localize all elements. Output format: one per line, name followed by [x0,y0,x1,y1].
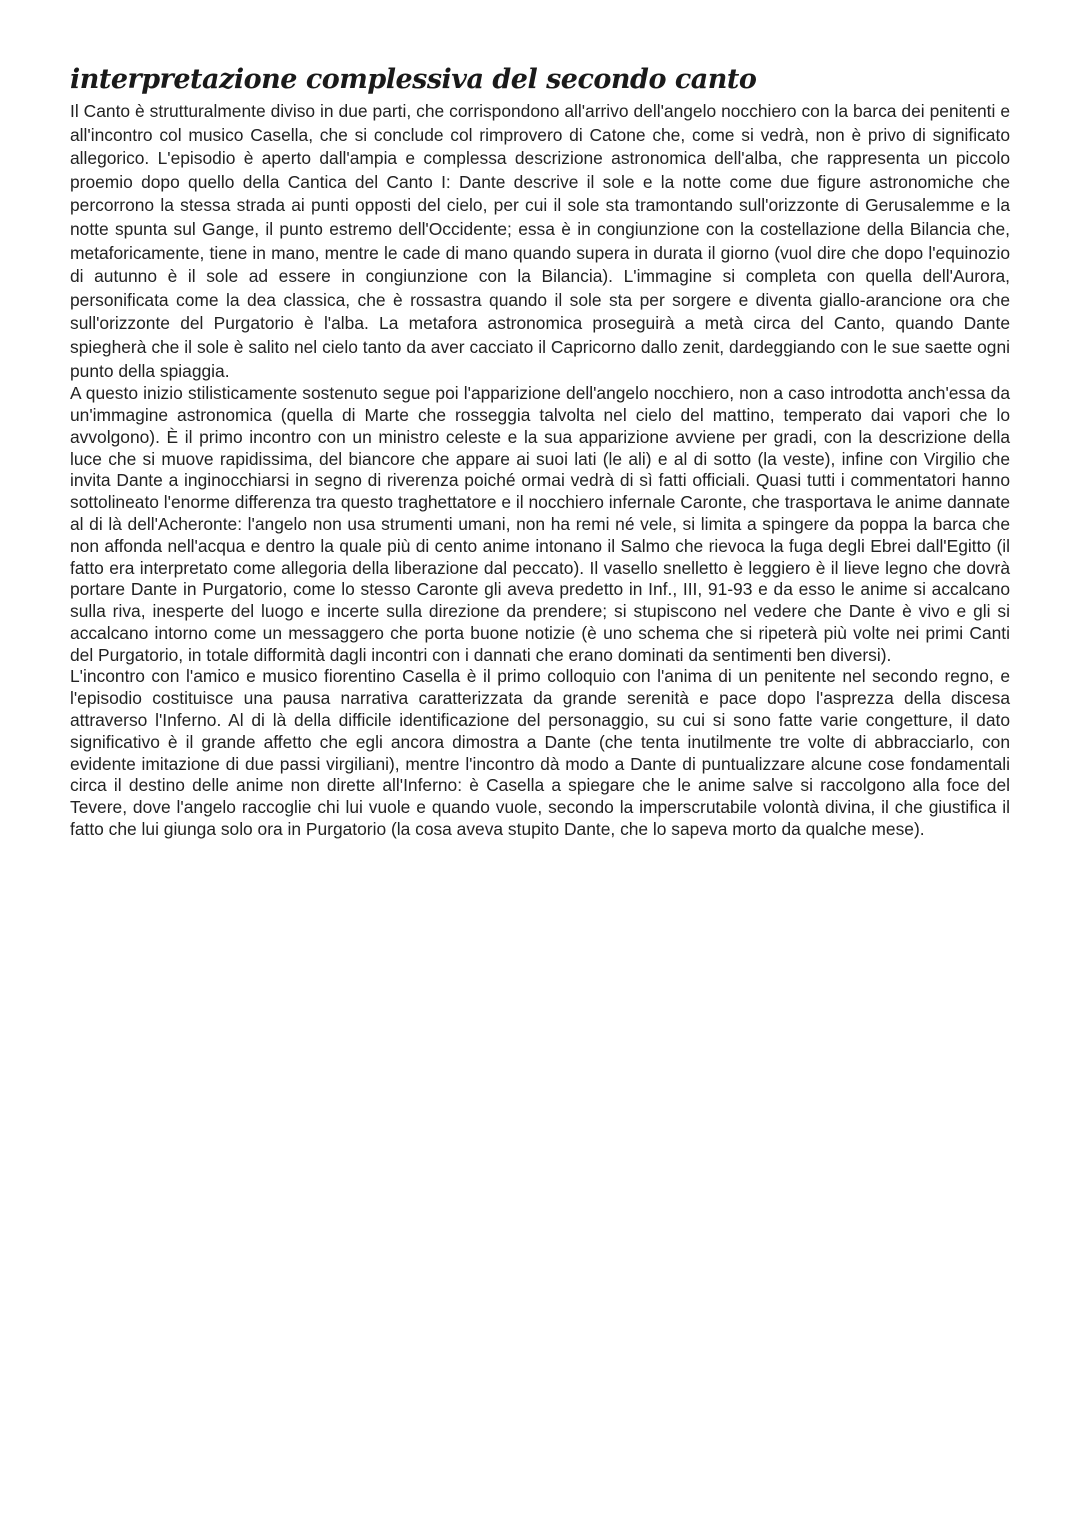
paragraph-1: Il Canto è strutturalmente diviso in due parti, che corrispondono all'arrivo dell'angelo nocchiero con la barca dei penitenti e all'incontro col musico Casella, che si conclude col rimprovero di Catone che, come si vedrà, non è privo di significato allegorico. L'episodio è aperto dall'ampia e complessa descrizione astronomica dell'alba, che rappresenta un piccolo proemio dopo quello della Cantica del Canto I: Dante descrive il sole e la notte come due figure astronomiche che percorrono la stessa strada ai punti opposti del cielo, per cui il sole sta tramontando sull'orizzonte di Gerusalemme e la notte spunta sul Gange, il punto estremo dell'Occidente; essa è in congiunzione con la costellazione della Bilancia che, metaforicamente, tiene in mano, mentre le cade di mano quando supera in durata il giorno (vuol dire che dopo l'equinozio di autunno è il sole ad essere in congiunzione con la Bilancia). L'immagine si completa con quella dell'Aurora, personificata come la dea classica, che è rossastra quando il sole sta per sorgere e diventa giallo-arancione ora che sull'orizzonte del Purgatorio è l'alba. La metafora astronomica proseguirà a metà circa del Canto, quando Dante spiegherà che il sole è salito nel cielo tanto da aver cacciato il Capricorno dallo zenit, dardeggiando con le sue saette ogni punto della spiaggia. [70,101,1010,381]
document-title: interpretazione complessiva del secondo canto [70,64,757,95]
paragraph-2: A questo inizio stilisticamente sostenuto segue poi l'apparizione dell'angelo nocchiero, non a caso introdotta anch'essa da un'immagine astronomica (quella di Marte che rosseggia talvolta nel cielo del mattino, temperato dai vapori che lo avvolgono). È il primo incontro con un ministro celeste e la sua apparizione avviene per gradi, con la descrizione della luce che si muove rapidissima, del biancore che appare ai suoi lati (le ali) e al di sotto (la veste), infine con Virgilio che invita Dante a inginocchiarsi in segno di riverenza poiché ormai vedrà di sì fatti officiali. Quasi tutti i commentatori hanno sottolineato l'enorme differenza tra questo traghettatore e il nocchiero infernale Caronte, che trasportava le anime dannate al di là dell'Acheronte: l'angelo non usa strumenti umani, non ha remi né vele, si limita a spingere da poppa la barca che non affonda nell'acqua e dentro la quale più di cento anime intonano il Salmo che rievoca la fuga degli Ebrei dall'Egitto (il fatto era interpretato come allegoria della liberazione dal peccato). Il vasello snelletto è leggiero è il lieve legno che dovrà portare Dante in Purgatorio, come lo stesso Caronte gli aveva predetto in Inf., III, 91-93 e da esso le anime si accalcano sulla riva, inesperte del luogo e incerte sulla direzione da prendere; si stupiscono nel vedere che Dante è vivo e gli si accalcano intorno come un messaggero che porta buone notizie (è uno schema che si ripeterà più volte nei primi Canti del Purgatorio, in totale difformità dagli incontri con i dannati che erano dominati da sentimenti ben diversi). [70,383,1010,665]
paragraph-3: L'incontro con l'amico e musico fiorentino Casella è il primo colloquio con l'anima di un penitente nel secondo regno, e l'episodio costituisce una pausa narrativa caratterizzata da grande serenità e pace dopo l'asprezza della discesa attraverso l'Inferno. Al di là della difficile identificazione del personaggio, su cui si sono fatte varie congetture, il dato significativo è il grande affetto che egli ancora dimostra a Dante (che tenta inutilmente tre volte di abbracciarlo, con evidente imitazione di due passi virgiliani), mentre l'incontro dà modo a Dante di puntualizzare alcune cose fondamentali circa il destino delle anime non dirette all'Inferno: è Casella a spiegare che le anime salve si raccolgono alla foce del Tevere, dove l'angelo raccoglie chi lui vuole e quando vuole, secondo la imperscrutabile volontà divina, il che giustifica il fatto che lui giunga solo ora in Purgatorio (la cosa aveva stupito Dante, che lo sapeva morto da qualche mese). [70,666,1010,840]
document-page [70,62,1010,841]
